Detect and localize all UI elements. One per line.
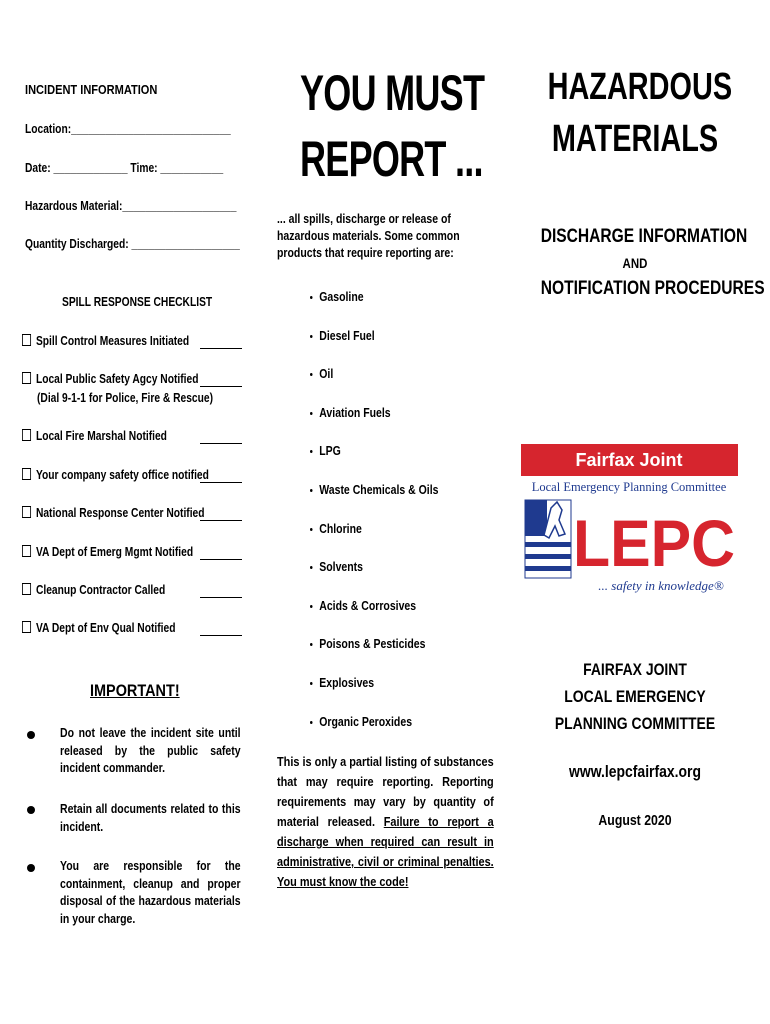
org-line: LOCAL EMERGENCY — [564, 687, 706, 706]
report-title-line1: YOU MUST — [300, 65, 485, 121]
checkbox-icon — [22, 468, 31, 480]
important-heading: IMPORTANT! — [90, 681, 180, 700]
incident-heading: INCIDENT INFORMATION — [25, 82, 158, 97]
product-item: Solvents — [310, 560, 363, 574]
org-name — [541, 656, 730, 737]
product-item: Oil — [310, 367, 333, 381]
checkbox-icon — [22, 545, 31, 557]
checklist-blank — [200, 348, 242, 349]
checklist-item: Cleanup Contractor Called — [22, 583, 165, 597]
checklist-blank — [200, 443, 242, 444]
checklist-blank — [200, 482, 242, 483]
product-item: Diesel Fuel — [310, 329, 375, 343]
date-time-field: Date: _____________ Time: ___________ — [25, 161, 224, 175]
quantity-field: Quantity Discharged: ___________________ — [25, 237, 240, 251]
checklist-item-note: (Dial 9-1-1 for Police, Fire & Rescue) — [37, 391, 214, 405]
org-line: PLANNING COMMITTEE — [554, 714, 716, 733]
checklist-item: VA Dept of Env Qual Notified — [22, 621, 175, 635]
logo-banner-text: Fairfax Joint — [575, 450, 683, 470]
lepc-logo — [521, 444, 738, 596]
checklist-item: VA Dept of Emerg Mgmt Notified — [22, 545, 193, 559]
and-label: AND — [622, 255, 648, 271]
checklist-blank — [200, 386, 242, 387]
report-title-line2: REPORT ... — [300, 131, 483, 187]
product-item: Chlorine — [310, 522, 362, 536]
logo-acronym: LEPC — [573, 506, 735, 580]
checklist-item: National Response Center Notified — [22, 506, 205, 520]
product-item: Waste Chemicals & Oils — [310, 483, 438, 497]
checkbox-icon — [22, 583, 31, 595]
bullet-icon — [310, 450, 313, 453]
checklist-item: Spill Control Measures Initiated — [22, 334, 189, 348]
checkbox-icon — [22, 506, 31, 518]
location-field: Location:____________________________ — [25, 122, 231, 136]
hazmat-title-line1: HAZARDOUS — [547, 66, 733, 108]
publication-date: August 2020 — [598, 812, 672, 829]
checklist-blank — [200, 520, 242, 521]
product-item: Poisons & Pesticides — [310, 637, 425, 651]
bullet-icon — [310, 335, 313, 338]
bullet-icon — [310, 643, 313, 646]
bullet-icon — [310, 489, 313, 492]
checklist-item: Local Public Safety Agcy Notified — [22, 372, 198, 386]
discharge-heading: DISCHARGE INFORMATION — [540, 226, 748, 247]
product-item: Organic Peroxides — [310, 715, 412, 729]
checklist-item: Your company safety office notified — [22, 468, 209, 482]
hazmat-title-line2: MATERIALS — [551, 118, 719, 160]
bullet-icon — [310, 721, 313, 724]
bullet-icon — [310, 605, 313, 608]
checkbox-icon — [22, 429, 31, 441]
product-item: LPG — [310, 444, 341, 458]
bullet-icon — [310, 682, 313, 685]
important-bullet: Retain all documents related to this incident. — [60, 802, 241, 834]
checkbox-icon — [22, 372, 31, 384]
bullet-icon — [310, 566, 313, 569]
product-item: Gasoline — [310, 290, 364, 304]
bullet-icon — [27, 731, 35, 739]
checklist-item: Local Fire Marshal Notified — [22, 429, 167, 443]
website-link[interactable]: www.lepcfairfax.org — [569, 762, 701, 781]
report-note: This is only a partial listing of substances that may require reporting. Reporting requirements may vary by quantity of material released. Failure to report a discharge when required can result in administrative, civil or criminal penalties. You must know the code! — [277, 754, 494, 889]
checklist-blank — [200, 597, 242, 598]
org-line: FAIRFAX JOINT — [583, 660, 687, 679]
important-bullet: Do not leave the incident site until released by the public safety incident commander. — [60, 726, 241, 775]
important-bullet: You are responsible for the containment, cleanup and proper disposal of the hazardous materials in your charge. — [60, 859, 241, 926]
product-item: Aviation Fuels — [310, 406, 391, 420]
bullet-icon — [310, 373, 313, 376]
checklist-blank — [200, 635, 242, 636]
report-intro: ... all spills, discharge or release of hazardous materials. Some common products that require reporting are: — [277, 212, 460, 260]
checklist-blank — [200, 559, 242, 560]
penalty-warning: Failure to report a discharge when required can result in administrative, civil or criminal penalties. You must know the code! — [277, 814, 494, 889]
bullet-icon — [310, 296, 313, 299]
product-item: Acids & Corrosives — [310, 599, 416, 613]
bullet-icon — [310, 412, 313, 415]
bullet-icon — [310, 528, 313, 531]
bullet-icon — [27, 806, 35, 814]
logo-committee-text: Local Emergency Planning Committee — [531, 480, 727, 494]
checkbox-icon — [22, 334, 31, 346]
logo-tagline: ... safety in knowledge® — [598, 578, 724, 593]
material-field: Hazardous Material:____________________ — [25, 199, 237, 213]
flag-figure-icon — [525, 500, 571, 578]
bullet-icon — [27, 864, 35, 872]
notification-heading: NOTIFICATION PROCEDURES — [540, 278, 765, 299]
checklist-heading: SPILL RESPONSE CHECKLIST — [62, 295, 213, 309]
product-item: Explosives — [310, 676, 374, 690]
checkbox-icon — [22, 621, 31, 633]
